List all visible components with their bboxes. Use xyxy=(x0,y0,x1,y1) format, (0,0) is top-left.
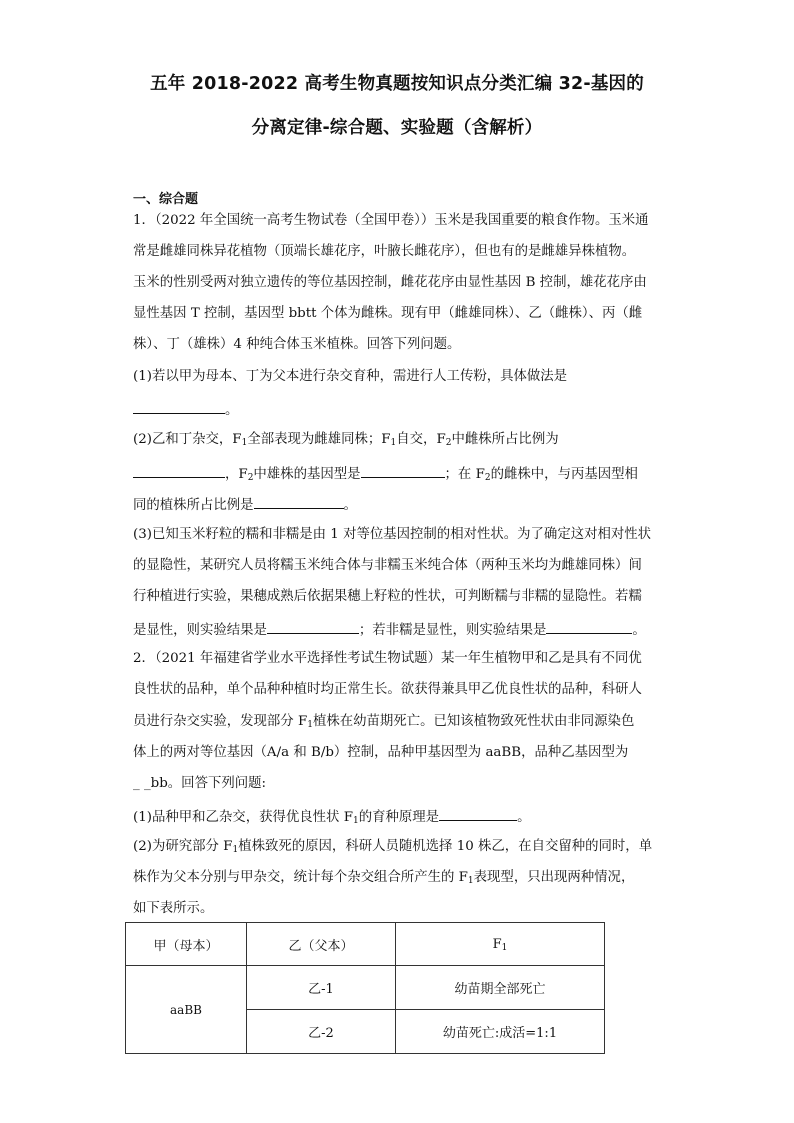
q1-part2-line-3: 同的植株所占比例是 。 xyxy=(133,494,668,515)
q1-part2-line-2: ，$F_2$中雄株的基因型是 ；在 $F_2$的雌株中，与丙基因型相 xyxy=(133,463,668,484)
q2-line-5: _ _bb。回答下列问题: xyxy=(133,776,267,791)
q1-part1-answer-line: 。 xyxy=(133,399,668,420)
cell-father: 乙-2 xyxy=(247,1010,396,1054)
section-heading: 一、综合题 xyxy=(133,192,199,207)
q1-line-4: 显性基因 T 控制，基因型 bbtt 个体为雌株。现有甲（雌雄同株）、乙（雌株）、丙（雌 xyxy=(133,306,643,321)
answer-blank[interactable] xyxy=(439,806,517,821)
answer-blank[interactable] xyxy=(546,619,632,634)
q1-part2-line-1: (2)乙和丁杂交，$F_1$全部表现为雌雄同株；$F_1$自交，$F_2$中雌株所占比例为 xyxy=(133,432,559,448)
answer-blank[interactable] xyxy=(361,463,445,478)
q2-part1-line: (1)品种甲和乙杂交，获得优良性状 $F_1$的育种原理是 。 xyxy=(133,806,668,827)
q2-part2-line-3: 如下表所示。 xyxy=(133,901,214,916)
q2-line-3: 员进行杂交实验，发现部分 $F_1$植株在幼苗期死亡。已知该植物致死性状由非同源染色 xyxy=(133,714,635,730)
document-title-line-1: 五年 2018-2022 高考生物真题按知识点分类汇编 32-基因的 xyxy=(150,74,644,94)
q2-line-2: 良性状的品种，单个品种种植时均正常生长。欲获得兼具甲乙优良性状的品种，科研人 xyxy=(133,682,642,697)
q2-line-1: 2．（2021 年福建省学业水平选择性考试生物试题）某一年生植物甲和乙是具有不同优 xyxy=(133,651,642,666)
table-row xyxy=(126,966,605,1010)
q1-part1-text: (1)若以甲为母本、丁为父本进行杂交育种，需进行人工传粉，具体做法是 xyxy=(133,369,568,384)
header-f1: $F_1$ xyxy=(396,923,605,966)
cell-f1: 幼苗期全部死亡 xyxy=(396,966,605,1010)
answer-blank[interactable] xyxy=(267,619,359,634)
document-title-line-2: 分离定律-综合题、实验题（含解析） xyxy=(251,118,543,138)
table-header-row xyxy=(126,923,605,966)
q1-part3-line-3: 行种植进行实验，果穗成熟后依据果穗上籽粒的性状，可判断糯与非糯的显隐性。若糯 xyxy=(133,589,642,604)
q2-line-4: 体上的两对等位基因（A/a 和 B/b）控制，品种甲基因型为 aaBB，品种乙基因型为 xyxy=(133,745,629,760)
answer-blank[interactable] xyxy=(254,494,344,509)
q1-part3-line-1: (3)已知玉米籽粒的糯和非糯是由 1 对等位基因控制的相对性状。为了确定这对相对性状 xyxy=(133,527,652,542)
q2-part2-line-1: (2)为研究部分 $F_1$植株致死的原因，科研人员随机选择 10 株乙，在自交留种的同时，单 xyxy=(133,839,653,855)
cross-result-table xyxy=(125,922,605,1054)
q1-line-5: 株）、丁（雄株）4 种纯合体玉米植株。回答下列问题。 xyxy=(133,337,461,352)
q2-part2-line-2: 株作为父本分别与甲杂交，统计每个杂交组合所产生的 $F_1$表现型，只出现两种情况， xyxy=(133,870,635,886)
cell-father: 乙-1 xyxy=(247,966,396,1010)
header-father: 乙（父本） xyxy=(247,923,396,966)
q1-line-2: 常是雌雄同株异花植物（顶端长雄花序，叶腋长雌花序），但也有的是雌雄异株植物。 xyxy=(133,244,636,259)
answer-blank[interactable] xyxy=(133,399,225,414)
q1-line-3: 玉米的性别受两对独立遗传的等位基因控制，雌花花序由显性基因 B 控制，雄花花序由 xyxy=(133,275,647,290)
header-mother: 甲（母本） xyxy=(126,923,247,966)
q1-part3-line-2: 的显隐性，某研究人员将糯玉米纯合体与非糯玉米纯合体（两种玉米均为雌雄同株）间 xyxy=(133,558,642,573)
cell-mother-genotype: aaBB xyxy=(126,966,247,1054)
q1-part3-line-4: 是显性，则实验结果是 ；若非糯是显性，则实验结果是 。 xyxy=(133,619,668,640)
cell-f1: 幼苗死亡:成活=1:1 xyxy=(396,1010,605,1054)
answer-blank[interactable] xyxy=(133,463,225,478)
q1-line-1: 1．（2022 年全国统一高考生物试卷（全国甲卷））玉米是我国重要的粮食作物。玉米通 xyxy=(133,213,649,228)
